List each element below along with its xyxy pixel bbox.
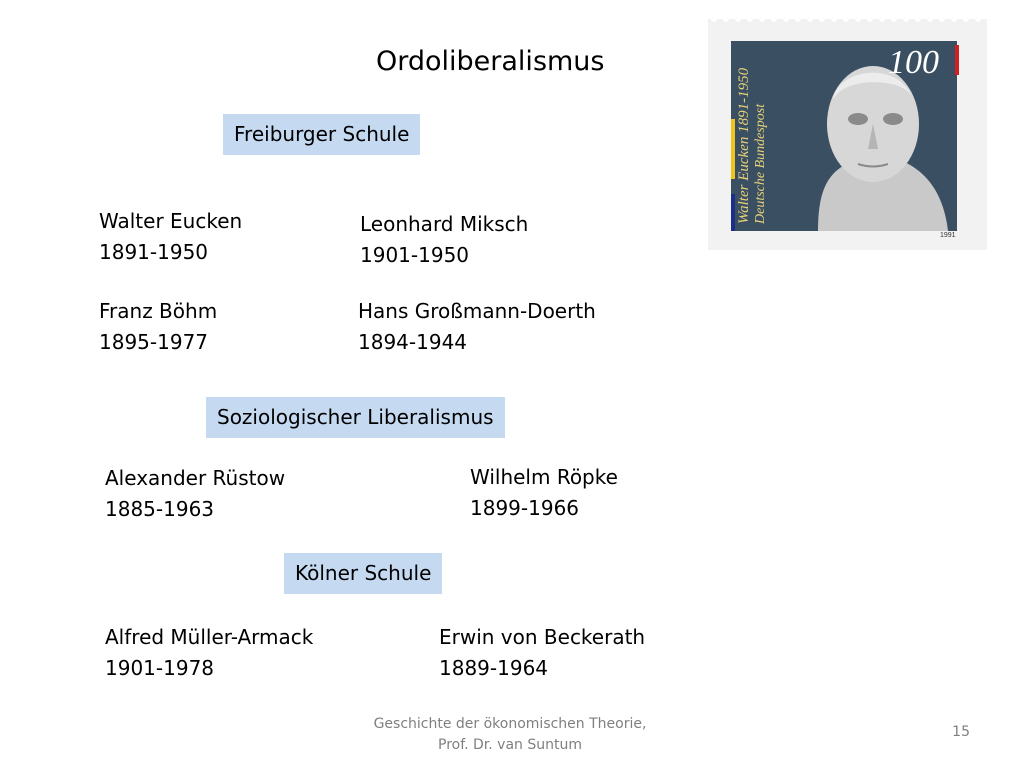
person-years: 1885-1963 (105, 497, 215, 521)
person-alfred-mueller-armack (105, 622, 313, 684)
person-years: 1894-1944 (358, 330, 468, 354)
person-years: 1891-1950 (99, 240, 209, 264)
person-name: Hans Großmann-Doerth (358, 299, 596, 323)
person-hans-grossmann-doerth (358, 296, 596, 358)
person-name: Leonhard Miksch (360, 212, 529, 236)
person-name: Walter Eucken (99, 209, 243, 233)
person-name: Alexander Rüstow (105, 466, 286, 490)
section-label-freiburger-schule: Freiburger Schule (223, 114, 420, 155)
person-name: Wilhelm Röpke (470, 465, 618, 489)
person-alexander-ruestow (105, 463, 285, 525)
footer-line2: Prof. Dr. van Suntum (438, 737, 582, 753)
walter-eucken-stamp-image (708, 19, 987, 250)
page-number: 15 (952, 724, 970, 740)
person-erwin-von-beckerath (439, 622, 645, 684)
slide-footer (340, 714, 680, 756)
person-franz-boehm (99, 296, 217, 358)
footer-line1: Geschichte der ökonomischen Theorie, (373, 716, 647, 732)
stamp-line2: Deutsche Bundespost (753, 103, 768, 224)
stamp-value: 100 (888, 44, 939, 81)
person-years: 1901-1978 (105, 656, 215, 680)
person-leonhard-miksch (360, 209, 528, 271)
person-years: 1889-1964 (439, 656, 549, 680)
person-name: Erwin von Beckerath (439, 625, 646, 649)
person-years: 1895-1977 (99, 330, 209, 354)
person-walter-eucken (99, 206, 242, 268)
person-name: Alfred Müller-Armack (105, 625, 314, 649)
stamp-line1: Walter Eucken 1891-1950 (736, 67, 752, 224)
section-label-koelner-schule: Kölner Schule (284, 553, 442, 594)
slide-title: Ordoliberalismus (376, 46, 605, 77)
person-years: 1899-1966 (470, 496, 580, 520)
stamp-year: 1991 (940, 232, 956, 239)
person-years: 1901-1950 (360, 243, 470, 267)
section-label-soziologischer-liberalismus: Soziologischer Liberalismus (206, 397, 505, 438)
person-wilhelm-roepke (470, 462, 618, 524)
person-name: Franz Böhm (99, 299, 218, 323)
